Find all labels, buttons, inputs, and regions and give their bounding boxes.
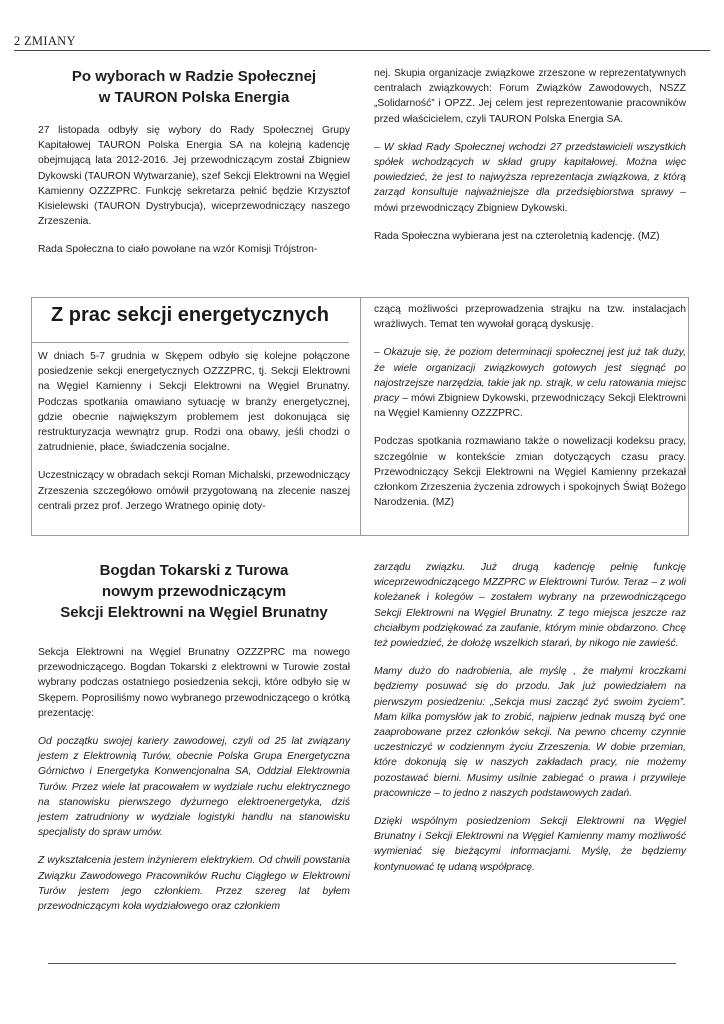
article1-quote-text: – W skład Rady Społecznej wchodzi 27 przedstawicieli wszystkich spółek wchodzących w skład grupy kapitałowej. Można więc powiedzieć, że jest to najwyższa reprezentacja związkowa, z którą zarząd konsultuje najważniejsze dla przedsiębiorstwa sprawy <box>374 141 686 199</box>
article2-paragraph: czącą możliwości przeprowadzenia strajku na tzw. instalacjach wrażliwych. Temat ten wywołał gorącą dyskusję. <box>374 304 686 331</box>
article3-title-line1: Bogdan Tokarski z Turowa <box>99 562 289 579</box>
page-number: 2 <box>14 34 21 48</box>
article2-title: Z prac sekcji energetycznych <box>51 304 329 326</box>
article1-title-line2: w TAURON Polska Energia <box>98 89 290 106</box>
article1-paragraph: Rada Społeczna wybierana jest na czteroletnią kadencję. (MZ) <box>374 230 660 242</box>
article1-quote-attribution: – mówi przewodniczący Zbigniew Dykowski. <box>374 187 686 214</box>
article3-left-column <box>38 560 350 927</box>
article3-right-column <box>374 560 686 888</box>
article1-title <box>38 66 350 108</box>
article2-right-column <box>374 302 686 523</box>
article2-left-column <box>38 349 350 527</box>
article1-right-column <box>374 66 686 257</box>
footer-rule <box>48 963 676 964</box>
article3-title-line2: nowym przewodniczącym <box>101 583 287 600</box>
article3-paragraph: Dzięki wspólnym posiedzeniom Sekcji Elektrowni na Węgiel Brunatny i Sekcji Elektrowni na Węgiel Kamienny mamy możliwość wymieniać się bieżącymi informacjami. Myślę, że będziemy kontynuować tę udaną współpracę. <box>374 816 686 873</box>
article1-paragraph: Rada Społeczna to ciało powołane na wzór Komisji Trójstron- <box>38 244 318 256</box>
article2-paragraph: Uczestniczący w obradach sekcji Roman Michalski, przewodniczący Zrzeszenia szczegółowo omówił przygotowaną na zlecenie naszej centrali przez prof. Jerzego Wratnego opinię doty- <box>38 470 350 512</box>
article3-paragraph: Mamy dużo do nadrobienia, ale myślę , że małymi kroczkami będziemy posuwać się do przodu. Jak już powiedziałem na pierwszym posiedzeniu: „Sekcja musi zacząć żyć swoim życiem”. Mam kilka pomysłów jak to zrobić, najpierw jednak muszą być one zaaprobowane przez członków sekcji. Na pewno chcemy czynnie uczestniczyć w codziennym życiu Zrzeszenia. W dobie przemian, które dokonują się w naszych zakładach pracy, nie możemy pozostawać bierni. Musimy usilnie zabiegać o prawa i przywileje pracownicze – to jedno z naszych podstawowych zadań. <box>374 666 686 799</box>
article2-paragraph: W dniach 5-7 grudnia w Skępem odbyło się kolejne połączone posiedzenie sekcji energetycznych OZZZPRC, tj. Sekcji Elektrowni na Węgiel Kamienny i Sekcji Elektrowni na Węgiel Brunatny. Podczas spotkania omawiano sytuację w branży energetycznej, gdzie obecnie największym problemem jest dokonująca się restrukturyzacja wewnątrz grup. Rodzi ona obawy, jeśli chodzi o zatrudnienie, płace, świadczenia socjalne. <box>38 351 350 454</box>
article2-quote <box>374 345 686 421</box>
article1-title-line1: Po wyborach w Radzie Społecznej <box>71 68 317 85</box>
article1-left-column <box>38 66 350 271</box>
publication-name: ZMIANY <box>24 34 76 48</box>
article3-title-line3: Sekcji Elektrowni na Węgiel Brunatny <box>60 604 328 621</box>
article3-paragraph: Sekcja Elektrowni na Węgiel Brunatny OZZZPRC ma nowego przewodniczącego. Bogdan Tokarski z elektrowni w Turowie został wybrany podczas ostatniego posiedzenia sekcji, które odbyło się w Skępem. Poprosiliśmy nowo wybranego przewodniczącego o krótką prezentację: <box>38 647 350 719</box>
article1-paragraph: nej. Skupia organizacje związkowe zrzeszone w reprezentatywnych centralach związkowych: Forum Związków Zawodowych, NSZZ „Solidarność” i OPZZ. Jej celem jest reprezentowanie pracowników przed właścicielem, czyli TAURON Polska Energia SA. <box>374 68 686 125</box>
page-header <box>14 34 76 49</box>
article2-paragraph: Podczas spotkania rozmawiano także o nowelizacji kodeksu pracy, szczególnie w kontekście zmian dotyczących czasu pracy. Przewodniczący Sekcji Elektrowni na Węgiel Kamienny przekazał członkom Zrzeszenia życzenia zdrowych i spokojnych Świąt Bożego Narodzenia. (MZ) <box>374 436 686 509</box>
article1-paragraph: 27 listopada odbyły się wybory do Rady Społecznej Grupy Kapitałowej TAURON Polska Energia SA na kolejną kadencję obejmującą lata 2012-2016. Jej przewodniczącym został Zbigniew Dykowski (TAURON Wytwarzanie), szef Sekcji Elektrowni na Węgiel Kamienny OZZZPRC. Funkcję sekretarza pełnić będzie Krzysztof Kisielewski (TAURON Dystrybucja), wiceprzewodniczący naszego Zrzeszenia. <box>38 125 350 228</box>
article2-quote-text: – Okazuje się, że poziom determinacji społecznej jest już tak duży, że wiele organizacji związkowych gotowych jest sięgnąć po najostrzejsze narzędzia, takie jak np. strajk, w celu ratowania miejsc pracy <box>374 347 686 405</box>
article3-title <box>38 560 350 623</box>
article2-quote-attribution: – mówi Zbigniew Dykowski, przewodniczący Sekcji Elektrowni na Węgiel Kamienny OZZZPRC. <box>374 393 686 420</box>
article1-quote <box>374 140 686 216</box>
article3-paragraph: Od początku swojej kariery zawodowej, czyli od 25 lat związany jestem z Elektrownią Turów, obecnie Polska Grupa Energetyczna Górnictwo i Energetyka Konwencjonalna SA, Oddział Elektrownia Turów. Przez wiele lat pracowałem w wydziale ruchu elektrycznego na stanowisku pierwszego dyżurnego elektroenergetyka, dziś jestem zatrudniony w wydziale logistyki handlu na stanowisku specjalisty do spraw umów. <box>38 736 350 839</box>
header-rule <box>14 50 710 51</box>
article2-column-divider <box>360 297 361 536</box>
article2-title-rule <box>31 342 349 343</box>
article3-paragraph: Z wykształcenia jestem inżynierem elektrykiem. Od chwili powstania Związku Zawodowego Pracowników Ruchu Ciągłego w Elektrowni Turów jestem jego członkiem. Przez szereg lat byłem przewodniczącym koła wydziałowego oraz członkiem <box>38 855 350 913</box>
article3-paragraph: zarządu związku. Już drugą kadencję pełnię funkcję wiceprzewodniczącego MZZPRC w Elektrowni Turów. Teraz – z woli koleżanek i kolegów – zostałem wybrany na przewodniczącego Sekcji Elektrowni na Węgiel Brunatny. Z tego miejsca jeszcze raz chciałbym podziękować za zaufanie, którym minie obdarzono. Chcę też powiedzieć, że dołożę wszelkich starań, by nikogo nie zawieść. <box>374 562 686 650</box>
